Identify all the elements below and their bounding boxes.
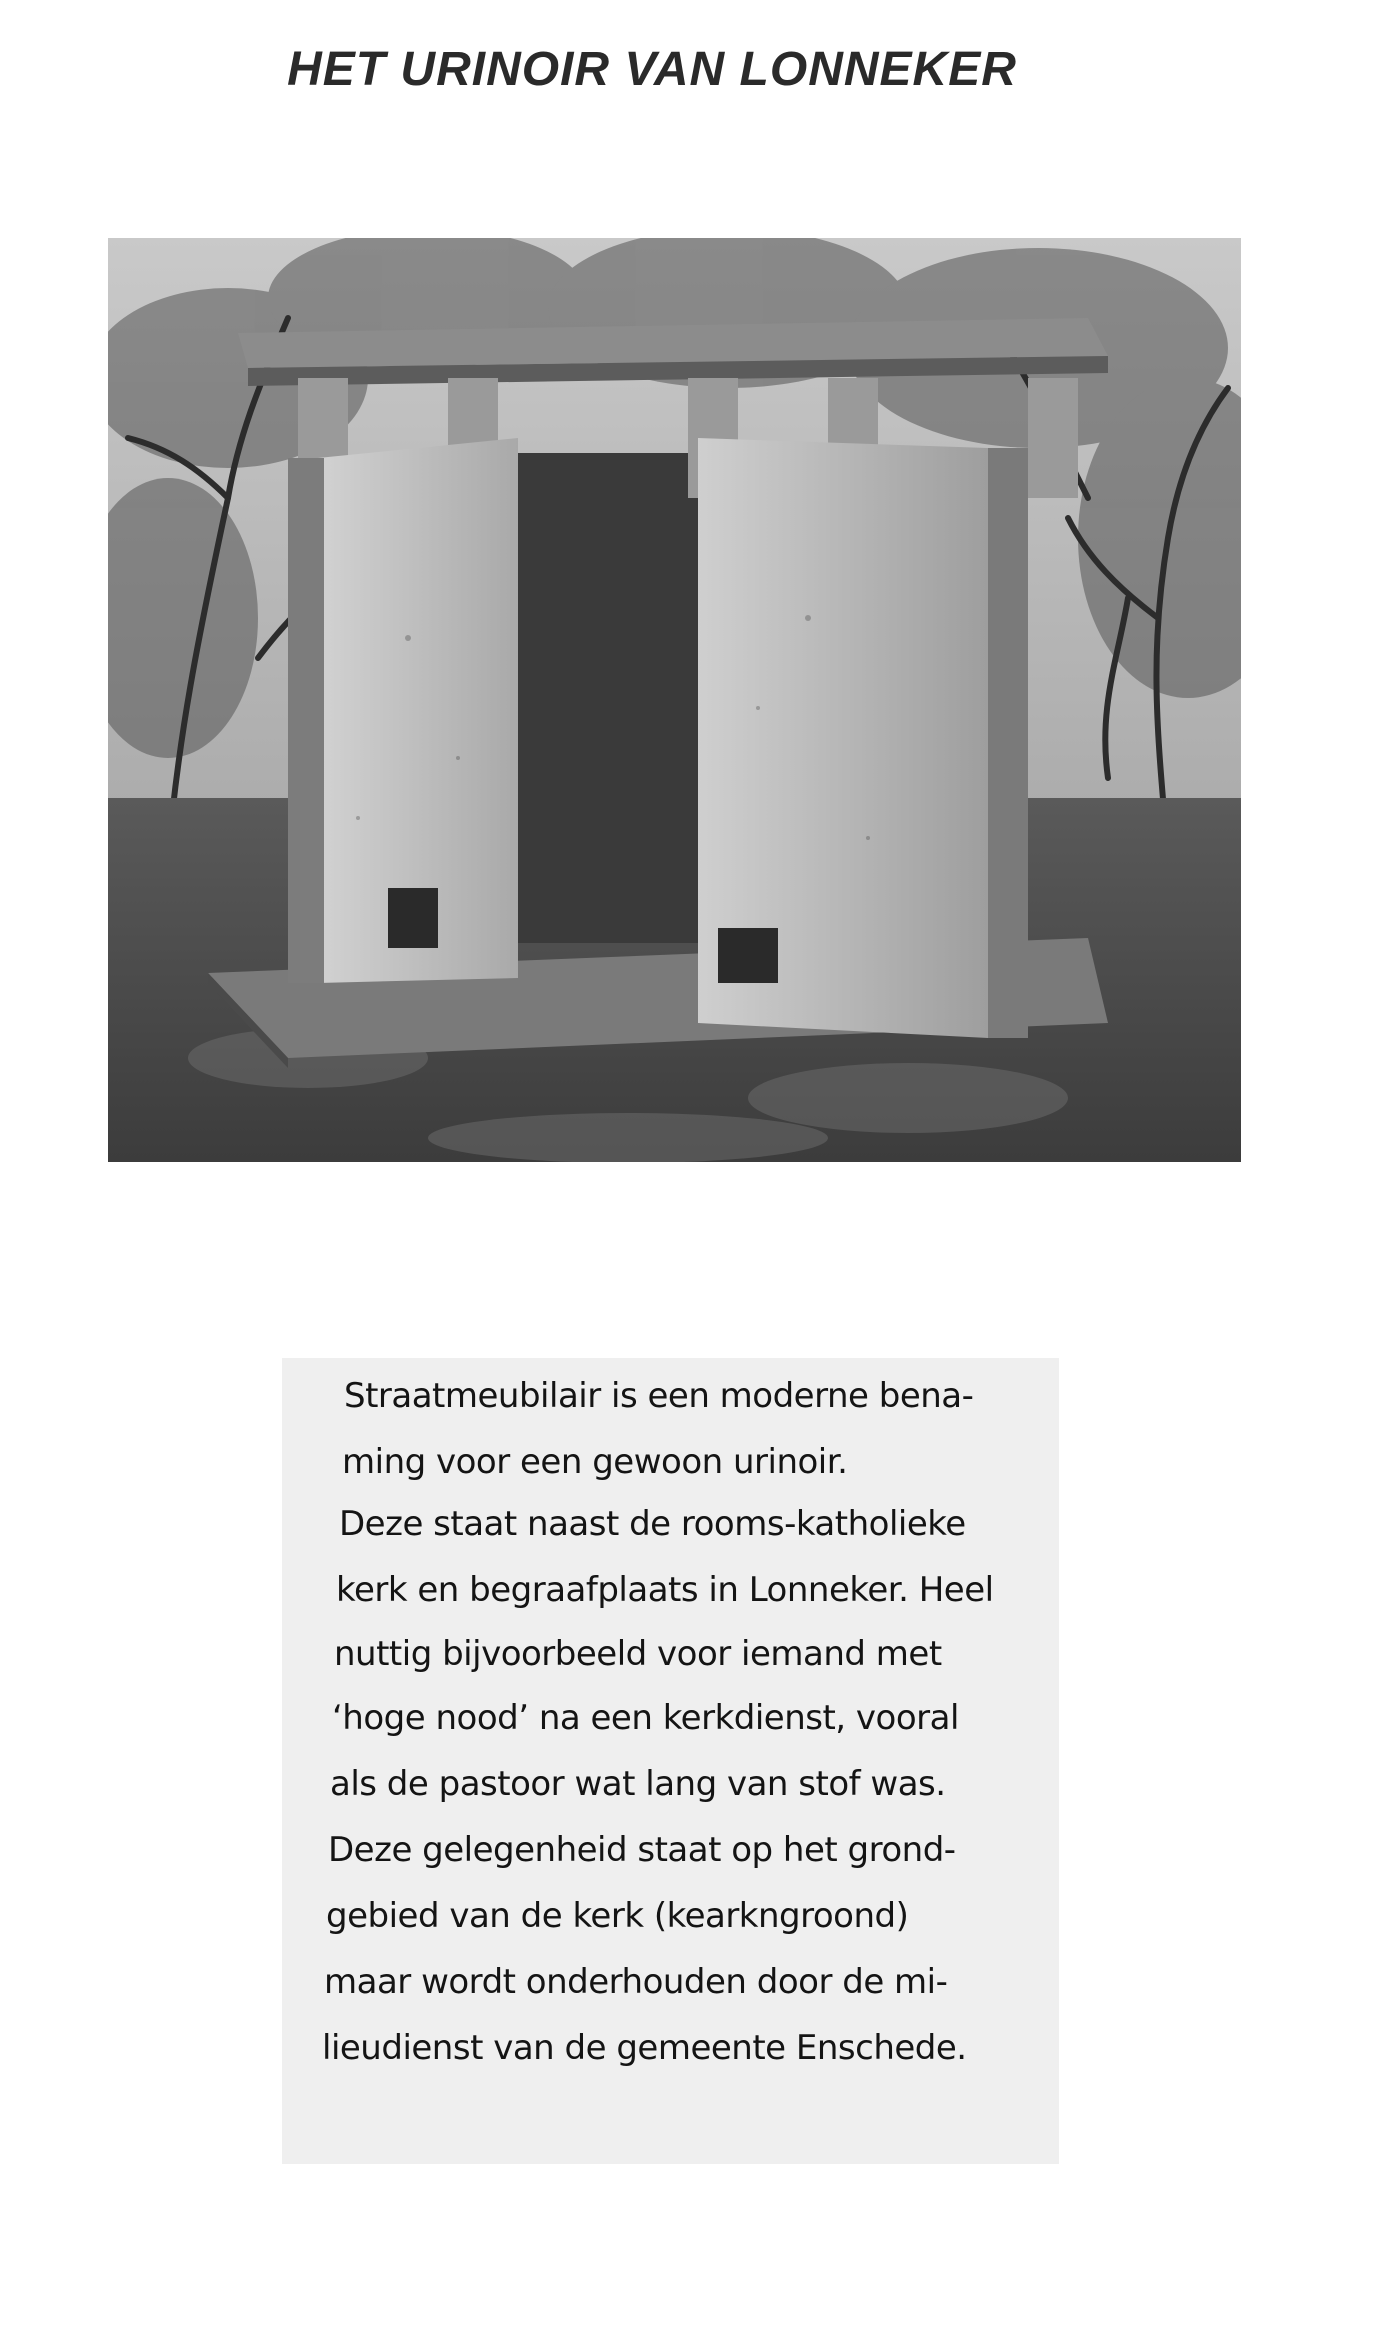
description-box xyxy=(282,1358,1059,2164)
urinal-photo-drawing xyxy=(108,238,1241,1162)
description-line: maar wordt onderhouden door de mi- xyxy=(324,1962,948,2002)
description-line: als de pastoor wat lang van stof was. xyxy=(330,1764,946,1804)
description-line: Deze gelegenheid staat op het grond- xyxy=(328,1830,956,1870)
description-line: gebied van de kerk (kearkngroond) xyxy=(326,1896,909,1936)
description-line: kerk en begraafplaats in Lonneker. Heel xyxy=(336,1570,994,1610)
description-line: nuttig bijvoorbeeld voor iemand met xyxy=(334,1634,942,1674)
description-line: ‘hoge nood’ na een kerkdienst, vooral xyxy=(332,1698,959,1738)
page-title: HET URINOIR VAN LONNEKER xyxy=(287,43,1017,96)
description-line: Straatmeubilair is een moderne bena- xyxy=(344,1376,974,1416)
urinal-photo xyxy=(108,238,1241,1162)
description-line: Deze staat naast de rooms-katholieke xyxy=(339,1504,966,1544)
description-line: lieudienst van de gemeente Enschede. xyxy=(322,2028,967,2068)
description-line: ming voor een gewoon urinoir. xyxy=(342,1442,848,1482)
